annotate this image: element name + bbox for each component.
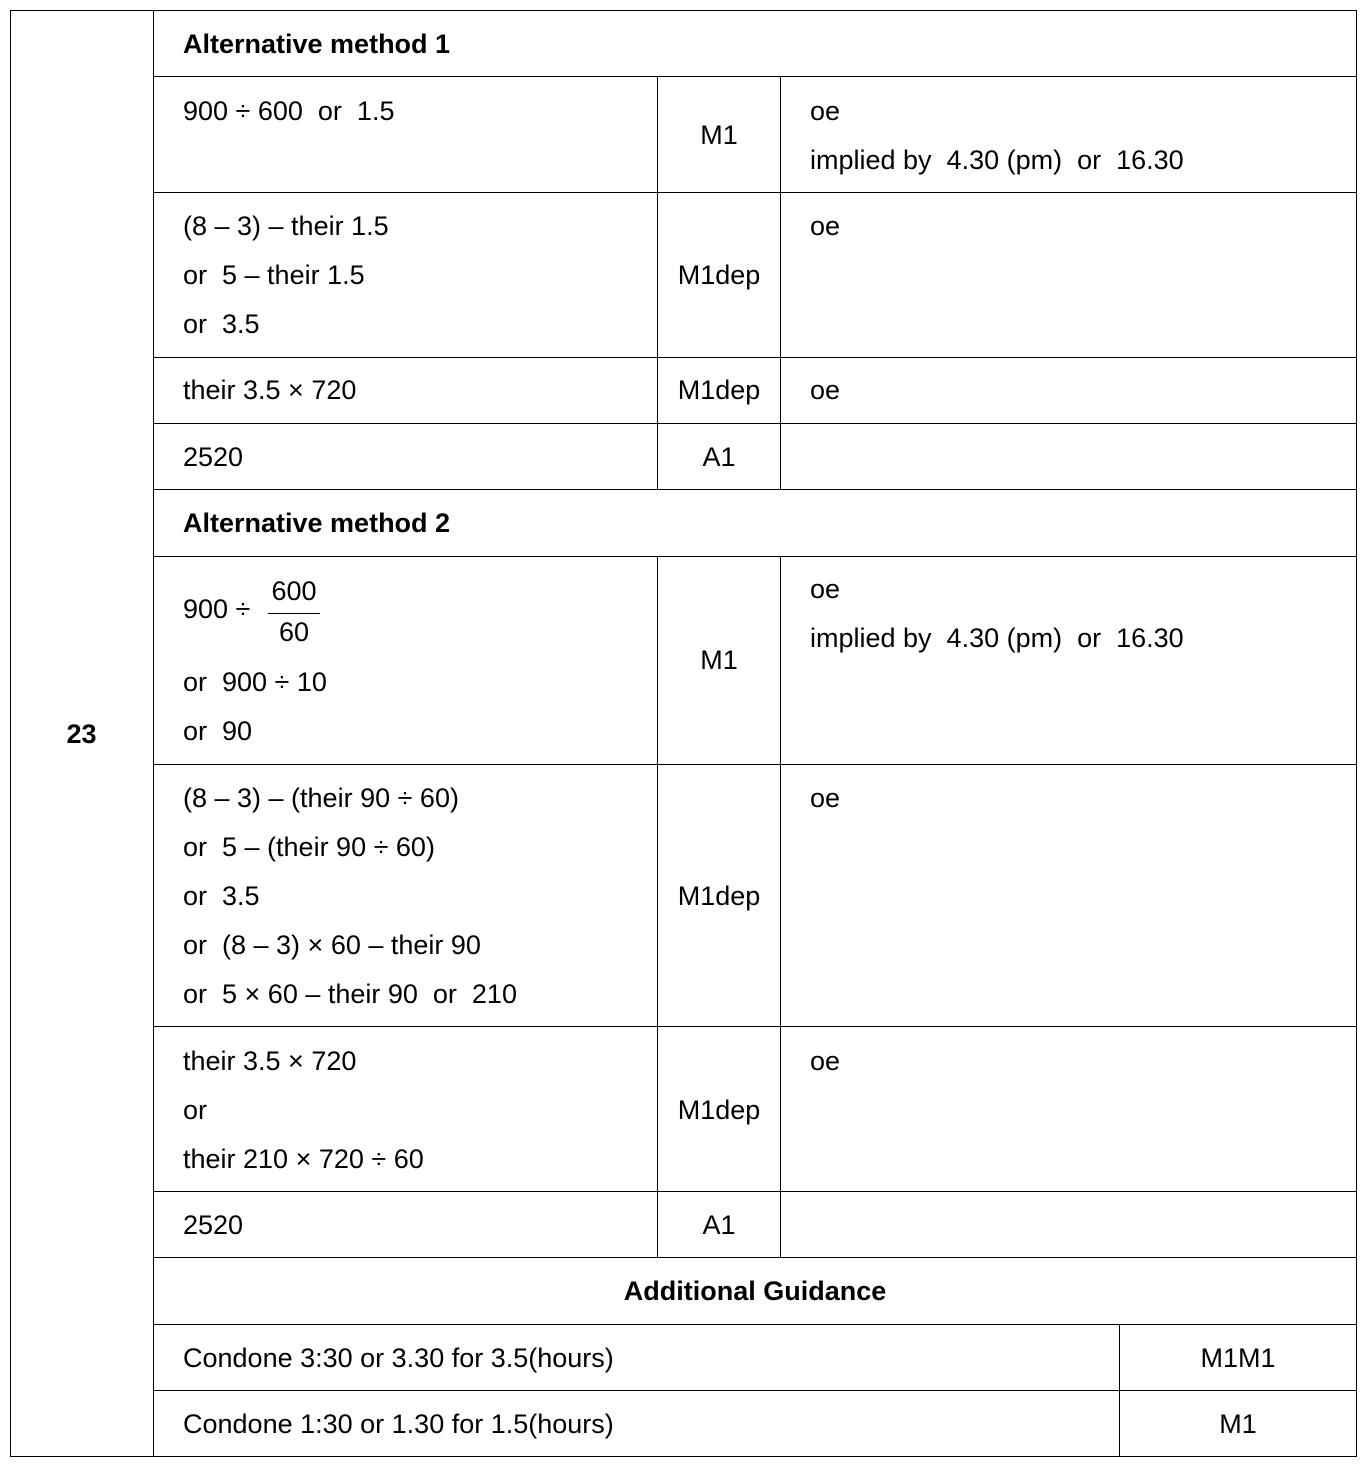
row-divider xyxy=(153,1257,1357,1258)
method-2-comment-line: oe xyxy=(810,1046,841,1076)
row-divider xyxy=(153,1026,1357,1027)
method-2-mark: M1 xyxy=(700,645,738,675)
method-2-comment-line: oe xyxy=(810,783,841,813)
method-2-comment-line: implied by 4.30 (pm) or 16.30 xyxy=(810,623,1184,653)
comment-column-divider xyxy=(780,556,781,1258)
method-2-mark: M1dep xyxy=(677,1095,761,1125)
question-column-divider xyxy=(153,10,154,1457)
method-1-answer-line: (8 – 3) – their 1.5 xyxy=(183,211,389,241)
method-1-heading: Alternative method 1 xyxy=(183,29,451,59)
method-2-answer-line: their 210 × 720 ÷ 60 xyxy=(183,1144,424,1174)
table-border-bottom xyxy=(10,1456,1357,1457)
method-2-answer-line: or 900 ÷ 10 xyxy=(183,667,327,697)
method-1-comment-line: oe xyxy=(810,211,841,241)
row-divider xyxy=(153,1390,1357,1391)
fraction xyxy=(268,576,320,646)
row-divider xyxy=(153,192,1357,193)
question-number: 23 xyxy=(66,719,97,749)
method-2-answer-line: 2520 xyxy=(183,1210,244,1240)
method-2-answer-prefix: 900 ÷ xyxy=(183,594,251,624)
method-2-answer-line: or 5 × 60 – their 90 or 210 xyxy=(183,979,517,1009)
method-1-answer-line: or 3.5 xyxy=(183,309,260,339)
method-2-answer-line: or (8 – 3) × 60 – their 90 xyxy=(183,930,481,960)
table-border-top xyxy=(10,10,1357,11)
row-divider xyxy=(153,357,1357,358)
method-1-comment-line: implied by 4.30 (pm) or 16.30 xyxy=(810,145,1184,175)
method-2-answer-line: or 90 xyxy=(183,716,253,746)
method-2-heading: Alternative method 2 xyxy=(183,508,451,538)
fraction-bar xyxy=(268,613,320,614)
row-divider xyxy=(153,1191,1357,1192)
method-2-answer-line: (8 – 3) – (their 90 ÷ 60) xyxy=(183,783,459,813)
method-2-answer-line: or xyxy=(183,1095,208,1125)
guidance-text: Condone 3:30 or 3.30 for 3.5(hours) xyxy=(183,1343,614,1373)
method-1-mark: M1dep xyxy=(677,375,761,405)
guidance-mark: M1 xyxy=(1219,1409,1257,1439)
fraction-denominator: 60 xyxy=(278,617,310,647)
guidance-mark: M1M1 xyxy=(1200,1343,1276,1373)
table-border-right xyxy=(1356,10,1357,1457)
method-1-comment-line: oe xyxy=(810,96,841,126)
guidance-heading: Additional Guidance xyxy=(623,1276,887,1306)
guidance-text: Condone 1:30 or 1.30 for 1.5(hours) xyxy=(183,1409,614,1439)
method-1-answer-line: their 3.5 × 720 xyxy=(183,375,357,405)
method-1-mark: M1dep xyxy=(677,260,761,290)
row-divider xyxy=(153,489,1357,490)
row-divider xyxy=(153,76,1357,77)
row-divider xyxy=(153,423,1357,424)
method-1-comment-line: oe xyxy=(810,375,841,405)
method-1-answer-line: or 5 – their 1.5 xyxy=(183,260,365,290)
row-divider xyxy=(153,764,1357,765)
row-divider xyxy=(153,1324,1357,1325)
method-2-answer-line: or 5 – (their 90 ÷ 60) xyxy=(183,832,435,862)
method-2-answer-line: or 3.5 xyxy=(183,881,260,911)
method-1-mark: A1 xyxy=(702,442,736,472)
method-2-comment-line: oe xyxy=(810,574,841,604)
row-divider xyxy=(153,556,1357,557)
method-1-answer-line: 2520 xyxy=(183,442,244,472)
method-1-mark: M1 xyxy=(700,120,738,150)
method-1-answer-line: 900 ÷ 600 or 1.5 xyxy=(183,96,395,126)
method-2-mark: M1dep xyxy=(677,881,761,911)
comment-column-divider xyxy=(780,76,781,490)
method-2-answer-line: their 3.5 × 720 xyxy=(183,1046,357,1076)
fraction-numerator: 600 xyxy=(271,576,317,606)
method-2-mark: A1 xyxy=(702,1210,736,1240)
